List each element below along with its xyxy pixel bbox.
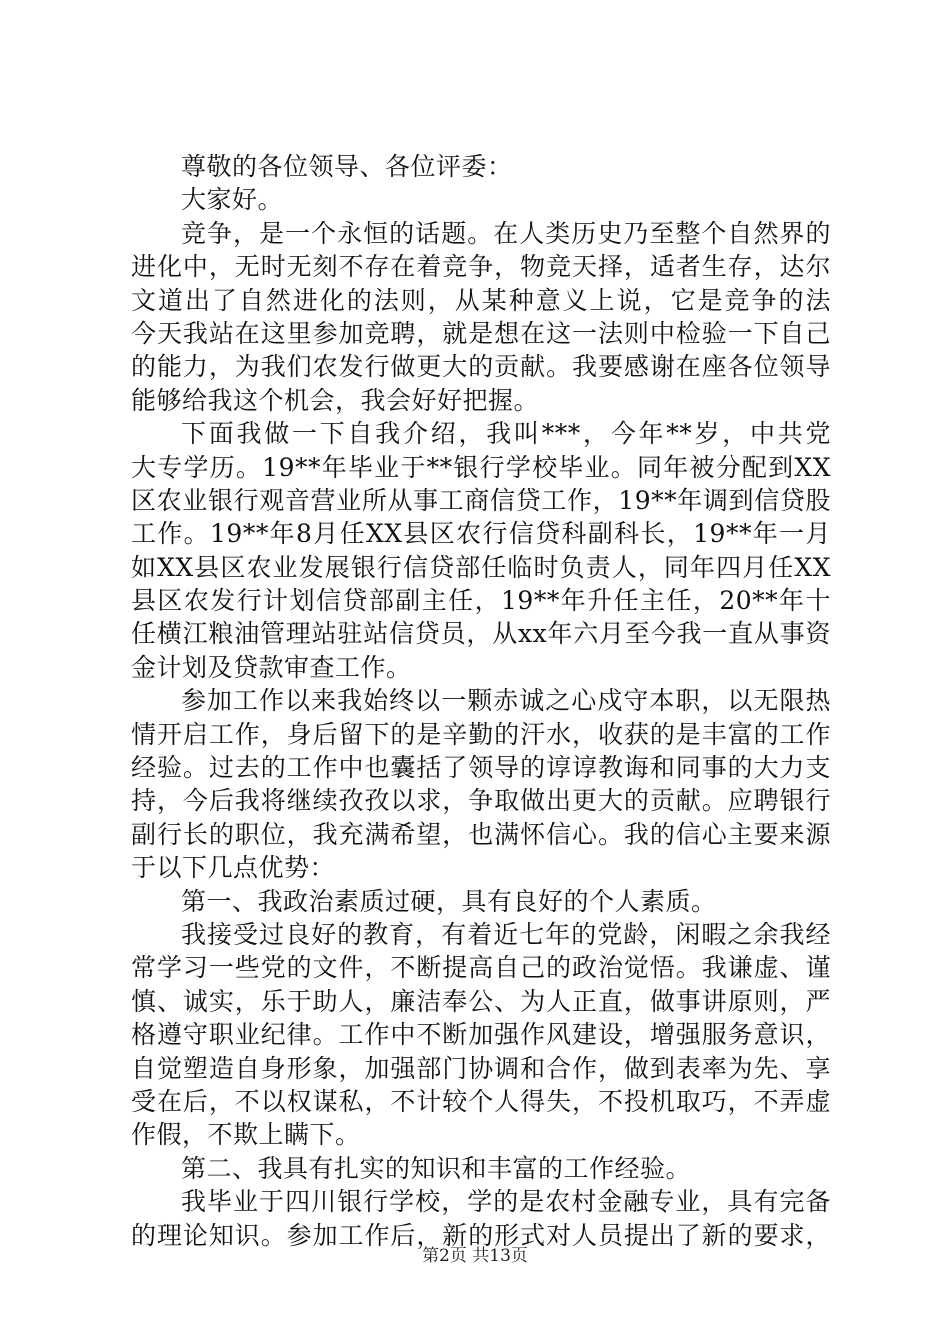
text-line: 持，今后我将继续孜孜以求，争取做出更大的贡献。应聘银行	[131, 786, 831, 816]
text-line: 进化中，无时无刻不存在着竞争，物竞天择，适者生存，达尔	[131, 252, 831, 282]
text-line: 情开启工作，身后留下的是辛勤的汗水，收获的是丰富的工作	[131, 719, 831, 749]
text-line: 如XX县区农业发展银行信贷部任临时负责人，同年四月任XX	[131, 552, 831, 582]
text-line: 第二、我具有扎实的知识和丰富的工作经验。	[181, 1153, 692, 1183]
text-line: 任横江粮油管理站驻站信贷员，从xx年六月至今我一直从事资	[131, 619, 831, 649]
text-line: 的能力，为我们农发行做更大的贡献。我要感谢在座各位领导	[131, 352, 831, 382]
text-line: 大家好。	[181, 185, 284, 215]
page-number-footer	[0, 1241, 950, 1266]
text-line: 金计划及贷款审查工作。	[131, 652, 412, 682]
text-line: 常学习一些党的文件，不断提高自己的政治觉悟。我谦虚、谨	[131, 953, 831, 983]
text-line: 县区农发行计划信贷部副主任，19**年升任主任，20**年十	[131, 586, 831, 616]
text-line: 第一、我政治素质过硬，具有良好的个人素质。	[181, 886, 717, 916]
document-body	[131, 150, 831, 1252]
text-line: 参加工作以来我始终以一颗赤诚之心戍守本职，以无限热	[181, 686, 831, 716]
text-line: 下面我做一下自我介绍，我叫***，今年**岁，中共党	[181, 419, 831, 449]
text-line: 副行长的职位，我充满希望，也满怀信心。我的信心主要来源	[131, 819, 831, 849]
text-line: 的理论知识。参加工作后，新的形式对人员提出了新的要求，	[131, 1220, 831, 1250]
text-line: 经验。过去的工作中也囊括了领导的谆谆教诲和同事的大力支	[131, 753, 831, 783]
text-line: 文道出了自然进化的法则，从某种意义上说，它是竞争的法	[131, 285, 831, 315]
text-line: 今天我站在这里参加竞聘，就是想在这一法则中检验一下自己	[131, 318, 831, 348]
text-line: 我接受过良好的教育，有着近七年的党龄，闲暇之余我经	[181, 919, 831, 949]
text-line: 竞争，是一个永恒的话题。在人类历史乃至整个自然界的	[181, 218, 831, 248]
text-line: 于以下几点优势：	[131, 853, 336, 883]
text-line: 慎、诚实，乐于助人，廉洁奉公、为人正直，做事讲原则，严	[131, 986, 831, 1016]
text-line: 区农业银行观音营业所从事工商信贷工作，19**年调到信贷股	[131, 485, 831, 515]
text-line: 我毕业于四川银行学校，学的是农村金融专业，具有完备	[181, 1187, 831, 1217]
page-number-label: 第2页 共13页	[422, 1246, 528, 1266]
text-line: 尊敬的各位领导、各位评委：	[181, 152, 513, 181]
text-line: 大专学历。19**年毕业于**银行学校毕业。同年被分配到XX	[131, 452, 831, 482]
text-line: 能够给我这个机会，我会好好把握。	[131, 385, 540, 415]
text-line: 作假，不欺上瞒下。	[131, 1120, 361, 1150]
text-line: 受在后，不以权谋私，不计较个人得失，不投机取巧，不弄虚	[131, 1086, 831, 1116]
text-line: 工作。19**年8月任XX县区农行信贷科副科长，19**年一月	[131, 519, 831, 549]
text-line: 格遵守职业纪律。工作中不断加强作风建设，增强服务意识，	[131, 1020, 831, 1050]
text-line: 自觉塑造自身形象，加强部门协调和合作，做到表率为先、享	[131, 1053, 831, 1083]
